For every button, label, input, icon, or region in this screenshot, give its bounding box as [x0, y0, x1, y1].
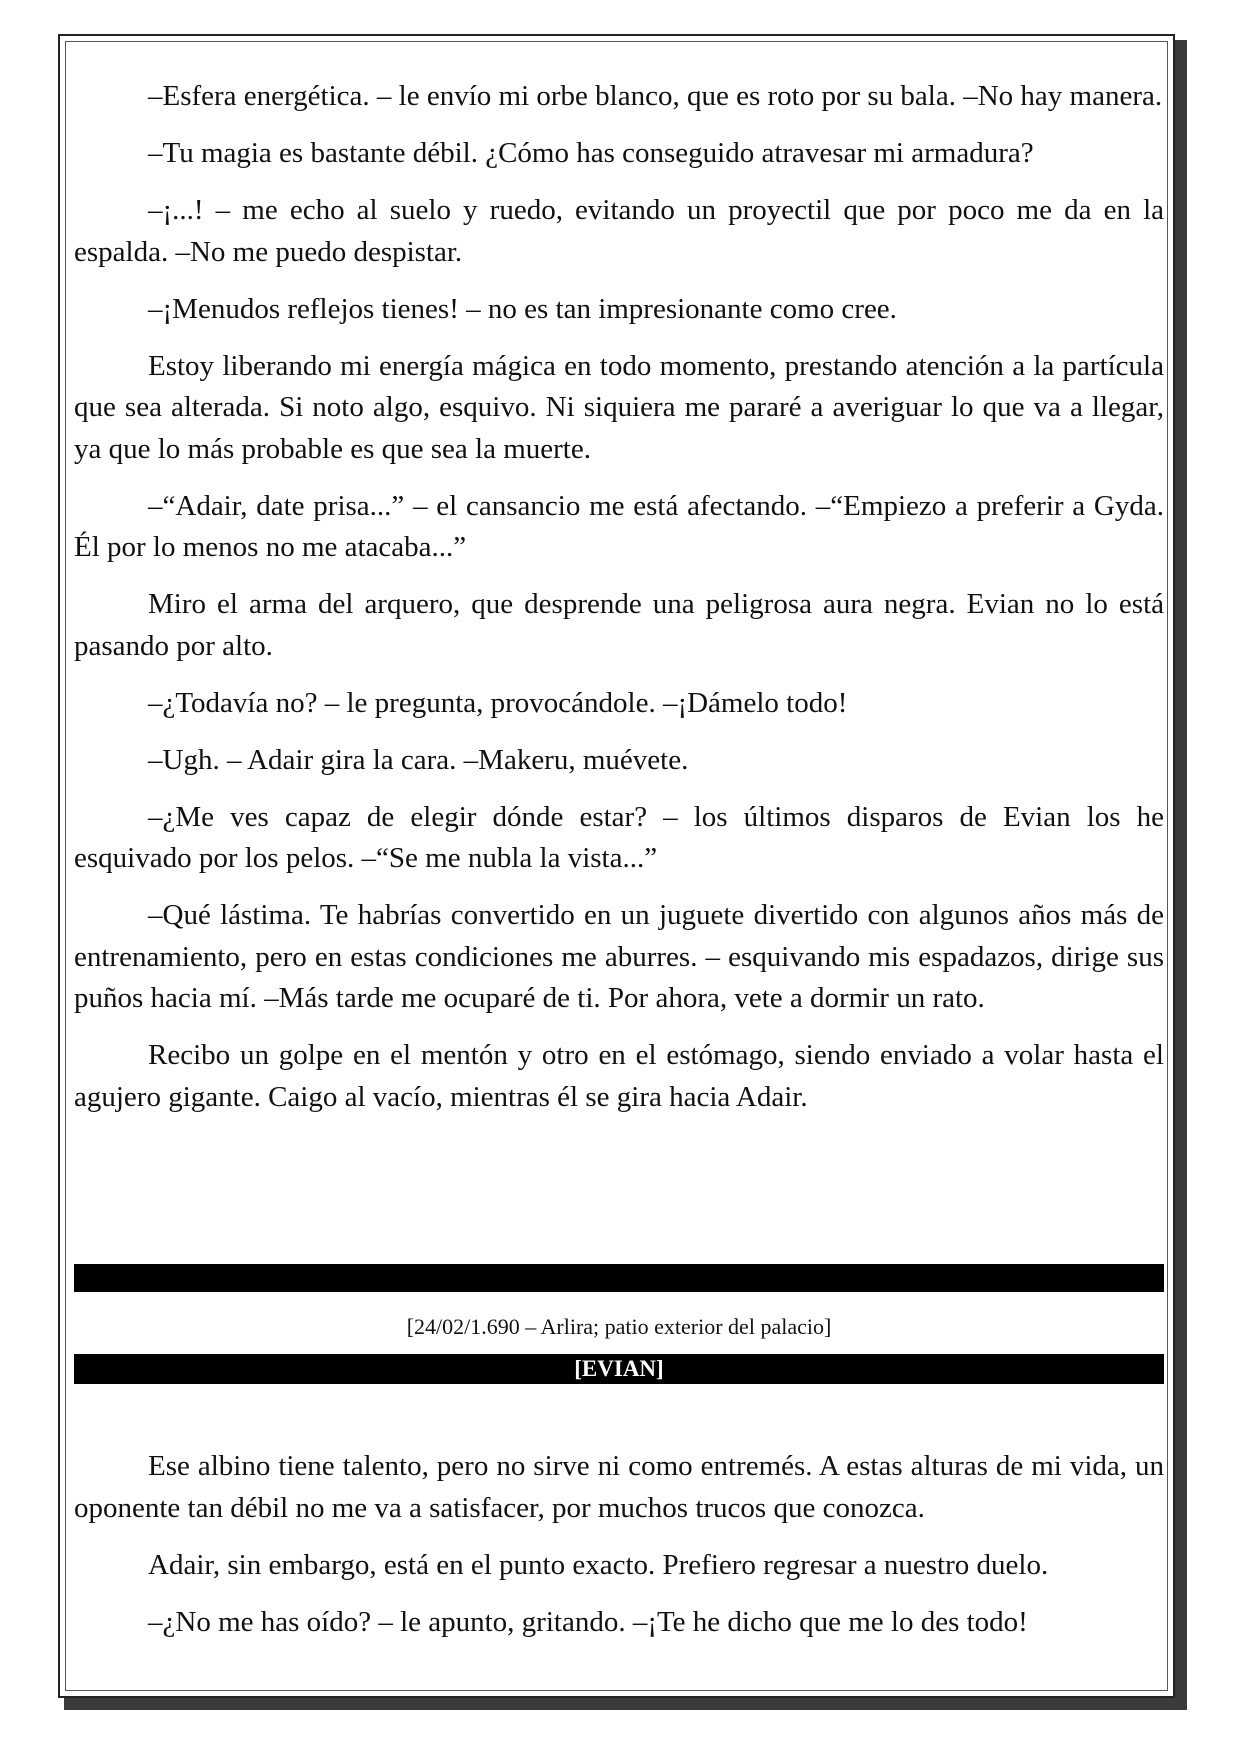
paragraph: –¡Menudos reflejos tienes! – no es tan impresionante como cree.	[148, 292, 897, 325]
paragraph: Miro el arma del arquero, que desprende una peligrosa aura negra. Evian no lo está pasando por alto.	[74, 588, 1164, 662]
paragraph: –Esfera energética. – le envío mi orbe blanco, que es roto por su bala. –No hay manera.	[148, 80, 1163, 112]
paragraph: –¿Todavía no? – le pregunta, provocándole. –¡Dámelo todo!	[148, 686, 848, 719]
pov-character-banner: [EVIAN]	[74, 1354, 1164, 1384]
paragraph: –“Adair, date prisa...” – el cansancio me está afectando. –“Empiezo a preferir a Gyda. Él por lo menos no me atacaba...”	[74, 489, 1164, 563]
scene-break	[74, 1264, 1164, 1384]
paragraph: –Ugh. – Adair gira la cara. –Makeru, muévete.	[148, 743, 689, 776]
paragraph: –¿No me has oído? – le apunto, gritando. –¡Te he dicho que me lo des todo!	[148, 1605, 1028, 1638]
paragraph: –Tu magia es bastante débil. ¿Cómo has conseguido atravesar mi armadura?	[148, 137, 1034, 169]
paragraph: Adair, sin embargo, está en el punto exacto. Prefiero regresar a nuestro duelo.	[148, 1548, 1049, 1581]
paragraph: –¿Me ves capaz de elegir dónde estar? – los últimos disparos de Evian los he esquivado por los pelos. –“Se me nubla la vista...”	[74, 800, 1164, 874]
paragraph: Recibo un golpe en el mentón y otro en el estómago, siendo enviado a volar hasta el agujero gigante. Caigo al vacío, mientras él se gira hacia Adair.	[74, 1039, 1164, 1113]
paragraph: –¡...! – me echo al suelo y ruedo, evitando un proyectil que por poco me da en la espalda. –No me puedo despistar.	[74, 194, 1164, 268]
paragraph: –Qué lástima. Te habrías convertido en un juguete divertido con algunos años más de entrenamiento, pero en estas condiciones me aburres. – esquivando mis espadazos, dirige sus puños hacia mí. –Más tarde me ocuparé de ti. Por ahora, vete a dormir un rato.	[74, 899, 1164, 1014]
story-text-bottom	[74, 1446, 1164, 1659]
story-text-top	[74, 76, 1164, 1134]
paragraph: Ese albino tiene talento, pero no sirve ni como entremés. A estas alturas de mi vida, un oponente tan débil no me va a satisfacer, por muchos trucos que conozca.	[74, 1450, 1164, 1524]
paragraph: Estoy liberando mi energía mágica en todo momento, prestando atención a la partícula que sea alterada. Si noto algo, esquivo. Ni siquiera me pararé a averiguar lo que va a llegar, ya que lo más probable es que sea la muerte.	[74, 349, 1164, 465]
scene-date-location: [24/02/1.690 – Arlira; patio exterior del palacio]	[406, 1314, 832, 1339]
section-divider-bar	[74, 1264, 1164, 1292]
